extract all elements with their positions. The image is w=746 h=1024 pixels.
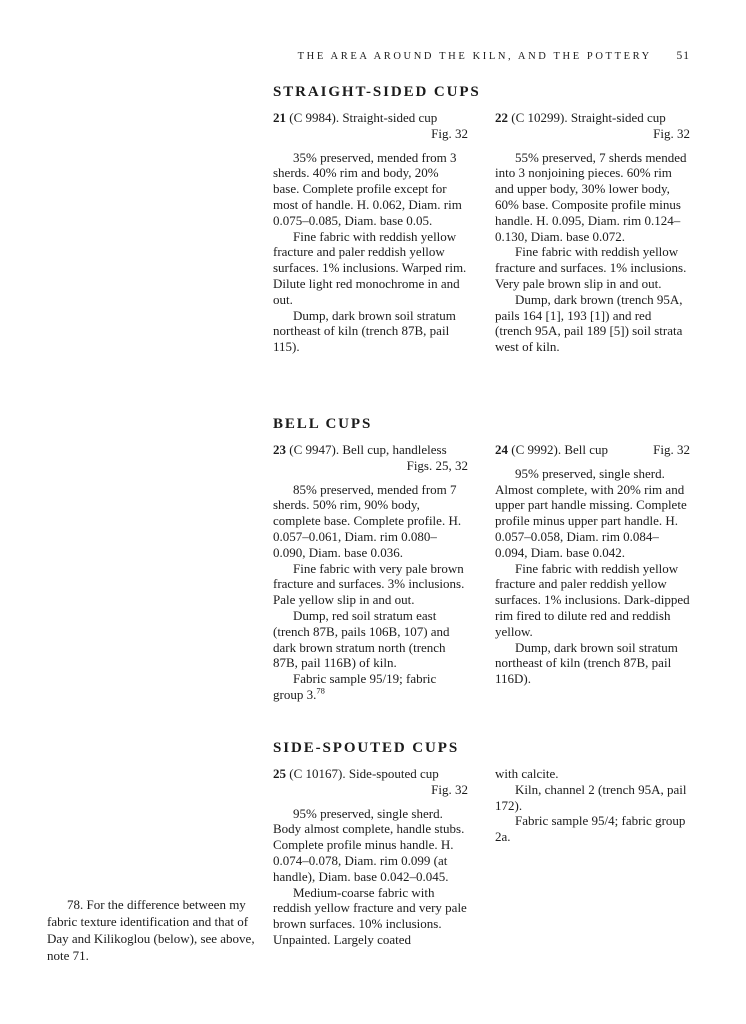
entry-paragraph: 95% preserved, single sherd. Almost complete, with 20% rim and upper part handle missing. Complete profile minus upper part handle. H. 0.057–0.058, Diam. rim 0.084–0.094, Diam. base 0.042. bbox=[495, 465, 687, 560]
section-columns bbox=[273, 766, 691, 948]
section-columns bbox=[273, 110, 691, 355]
entry-paragraph: Fine fabric with reddish yellow fracture and paler reddish yellow surfaces. 1% inclusions. Warped rim. Dilute light red monochrome in and out. bbox=[273, 228, 467, 307]
entry-body bbox=[273, 482, 468, 703]
section-bell-cups bbox=[273, 416, 691, 703]
catalog-entry-21 bbox=[273, 110, 468, 355]
figure-reference: Fig. 32 bbox=[431, 125, 468, 141]
section-side-spouted-cups bbox=[273, 740, 691, 948]
entry-title-text: (C 10167). Side-spouted cup bbox=[286, 766, 439, 781]
entry-paragraph: 55% preserved, 7 sherds mended into 3 nonjoining pieces. 60% rim and upper body, 30% lower body, 60% base. Composite profile minus handle. H. 0.095, Diam. rim 0.124–0.130, Diam. base 0.072. bbox=[495, 149, 687, 244]
figure-reference: Fig. 32 bbox=[653, 125, 690, 141]
entry-paragraph: 95% preserved, single sherd. Body almost complete, handle stubs. Complete profile minus handle. H. 0.074–0.078, Diam. rim 0.099 (at handle), Diam. base 0.042–0.045. bbox=[273, 805, 465, 884]
entry-number: 25 bbox=[273, 766, 286, 781]
running-head-title: THE AREA AROUND THE KILN, AND THE POTTERY bbox=[297, 51, 652, 62]
catalog-entry-22 bbox=[495, 110, 690, 355]
entry-title bbox=[273, 442, 468, 458]
entry-number: 22 bbox=[495, 110, 508, 125]
section-columns bbox=[273, 442, 691, 703]
entry-paragraph-text: Fabric sample 95/19; fabric group 3. bbox=[273, 671, 437, 702]
figure-reference: Fig. 32 bbox=[431, 781, 468, 797]
footnote-reference-mark: 78 bbox=[316, 685, 325, 696]
section-heading: BELL CUPS bbox=[273, 416, 373, 432]
entry-paragraph: Dump, dark brown soil stratum northeast of kiln (trench 87B, pail 116D). bbox=[495, 639, 678, 687]
section-heading: STRAIGHT-SIDED CUPS bbox=[273, 84, 481, 100]
entry-paragraph: Dump, dark brown soil stratum northeast of kiln (trench 87B, pail 115). bbox=[273, 307, 456, 355]
entry-title-text: (C 9984). Straight-sided cup bbox=[286, 110, 438, 125]
entry-title-row bbox=[495, 442, 690, 458]
entry-paragraph-carryover: with calcite. bbox=[495, 766, 559, 781]
entry-paragraph: 85% preserved, mended from 7 sherds. 50% rim, 90% body, complete base. Complete profile. H. 0.057–0.061, Diam. rim 0.080–0.090, Diam. base 0.036. bbox=[273, 481, 462, 560]
entry-title-text: (C 9947). Bell cup, handleless bbox=[286, 442, 447, 457]
page-number: 51 bbox=[676, 50, 690, 62]
entry-title bbox=[273, 766, 468, 782]
section-straight-sided-cups bbox=[273, 84, 691, 355]
entry-paragraph: 35% preserved, mended from 3 sherds. 40% rim and body, 20% base. Complete profile except for most of handle. H. 0.062, Diam. rim 0.075–0.085, Diam. base 0.05. bbox=[273, 149, 462, 228]
figure-reference: Figs. 25, 32 bbox=[406, 457, 468, 473]
entry-body bbox=[495, 466, 690, 687]
catalog-entry-23 bbox=[273, 442, 468, 703]
entry-paragraph: Dump, red soil stratum east (trench 87B, pails 106B, 107) and dark brown stratum north (trench 87B, pail 116B) of kiln. bbox=[273, 607, 450, 671]
entry-paragraph: Fine fabric with very pale brown fracture and surfaces. 3% inclusions. Pale yellow slip in and out. bbox=[273, 560, 465, 608]
entry-paragraph: Fine fabric with reddish yellow fracture and paler reddish yellow surfaces. 1% inclusions. Dark-dipped rim fired to dilute red and reddish yellow. bbox=[495, 560, 690, 639]
entry-body bbox=[495, 150, 690, 355]
catalog-entry-25 bbox=[273, 766, 468, 948]
entry-paragraph: Fine fabric with reddish yellow fracture and surfaces. 1% inclusions. Very pale brown slip in and out. bbox=[495, 244, 687, 291]
entry-title-text: (C 9992). Bell cup bbox=[508, 442, 609, 457]
entry-paragraph bbox=[273, 671, 468, 703]
entry-paragraph: Kiln, channel 2 (trench 95A, pail 172). bbox=[495, 781, 687, 813]
entry-title-text: (C 10299). Straight-sided cup bbox=[508, 110, 666, 125]
entry-number: 21 bbox=[273, 110, 286, 125]
entry-number: 24 bbox=[495, 442, 508, 457]
entry-body bbox=[273, 150, 468, 355]
section-heading: SIDE-SPOUTED CUPS bbox=[273, 740, 460, 756]
entry-title bbox=[495, 442, 608, 458]
entry-title bbox=[273, 110, 468, 126]
entry-paragraph: Dump, dark brown (trench 95A, pails 164 [1], 193 [1]) and red (trench 95A, pail 189 [5]) soil strata west of kiln. bbox=[495, 291, 683, 355]
figure-reference: Fig. 32 bbox=[653, 442, 690, 457]
running-head bbox=[273, 50, 690, 62]
entry-paragraph: Fabric sample 95/4; fabric group 2a. bbox=[495, 813, 686, 845]
catalog-entry-25-continuation bbox=[495, 766, 690, 948]
entry-title bbox=[495, 110, 690, 126]
catalog-entry-24 bbox=[495, 442, 690, 703]
entry-number: 23 bbox=[273, 442, 286, 457]
entry-body bbox=[273, 806, 468, 948]
footnote-78: 78. For the difference between my fabric texture identification and that of Day and Kilikoglou (below), see above, note 71. bbox=[47, 897, 255, 963]
entry-paragraph: Medium-coarse fabric with reddish yellow fracture and very pale brown surfaces. 10% inclusions. Unpainted. Largely coated bbox=[273, 884, 467, 947]
entry-body bbox=[495, 766, 690, 845]
